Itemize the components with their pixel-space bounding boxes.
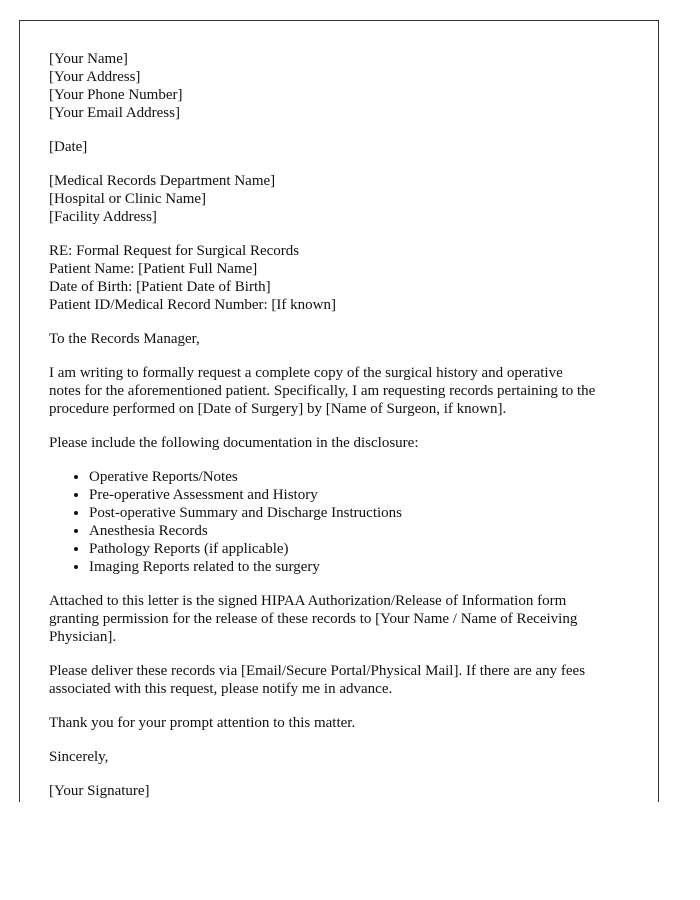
intro-line: I am writing to formally request a complete copy of the surgical history and operative	[49, 365, 563, 381]
sender-block	[49, 50, 658, 122]
patient-id: Patient ID/Medical Record Number: [If known]	[49, 297, 336, 313]
sender-name: [Your Name]	[49, 51, 128, 67]
list-item: • Post-operative Summary and Discharge Instructions	[89, 504, 658, 522]
letter-page	[19, 20, 659, 802]
re-subject: RE: Formal Request for Surgical Records	[49, 243, 300, 259]
recipient-block	[49, 172, 658, 226]
sender-email: [Your Email Address]	[49, 105, 180, 121]
recipient-facility: [Hospital or Clinic Name]	[49, 191, 207, 207]
list-item: • Imaging Reports related to the surgery	[89, 558, 658, 576]
list-item: • Anesthesia Records	[89, 522, 658, 540]
list-intro: Please include the following documentation in the disclosure:	[49, 435, 419, 451]
re-block	[49, 242, 658, 314]
closing: Sincerely,	[49, 749, 109, 765]
list-item: • Operative Reports/Notes	[89, 468, 658, 486]
attachment-line: granting permission for the release of these records to [Your Name / Name of Receiving	[49, 611, 578, 627]
list-item: • Pre-operative Assessment and History	[89, 486, 658, 504]
sender-phone: [Your Phone Number]	[49, 87, 183, 103]
patient-dob: Date of Birth: [Patient Date of Birth]	[49, 279, 271, 295]
sender-address: [Your Address]	[49, 69, 141, 85]
salutation: To the Records Manager,	[49, 331, 200, 347]
delivery-line: Please deliver these records via [Email/Secure Portal/Physical Mail]. If there are any fees	[49, 663, 586, 679]
thanks: Thank you for your prompt attention to this matter.	[49, 715, 356, 731]
attachment-paragraph	[49, 592, 658, 646]
patient-name: Patient Name: [Patient Full Name]	[49, 261, 258, 277]
attachment-line: Physician].	[49, 629, 117, 645]
intro-line: procedure performed on [Date of Surgery] by [Name of Surgeon, if known].	[49, 401, 507, 417]
attachment-line: Attached to this letter is the signed HIPAA Authorization/Release of Information form	[49, 593, 567, 609]
letter-date: [Date]	[49, 139, 88, 155]
signature: [Your Signature]	[49, 783, 150, 799]
delivery-line: associated with this request, please notify me in advance.	[49, 681, 393, 697]
list-item: • Pathology Reports (if applicable)	[89, 540, 658, 558]
recipient-address: [Facility Address]	[49, 209, 157, 225]
documentation-list	[49, 468, 658, 576]
intro-line: notes for the aforementioned patient. Specifically, I am requesting records pertaining to the	[49, 383, 596, 399]
recipient-department: [Medical Records Department Name]	[49, 173, 276, 189]
intro-paragraph	[49, 364, 658, 418]
delivery-paragraph	[49, 662, 658, 698]
